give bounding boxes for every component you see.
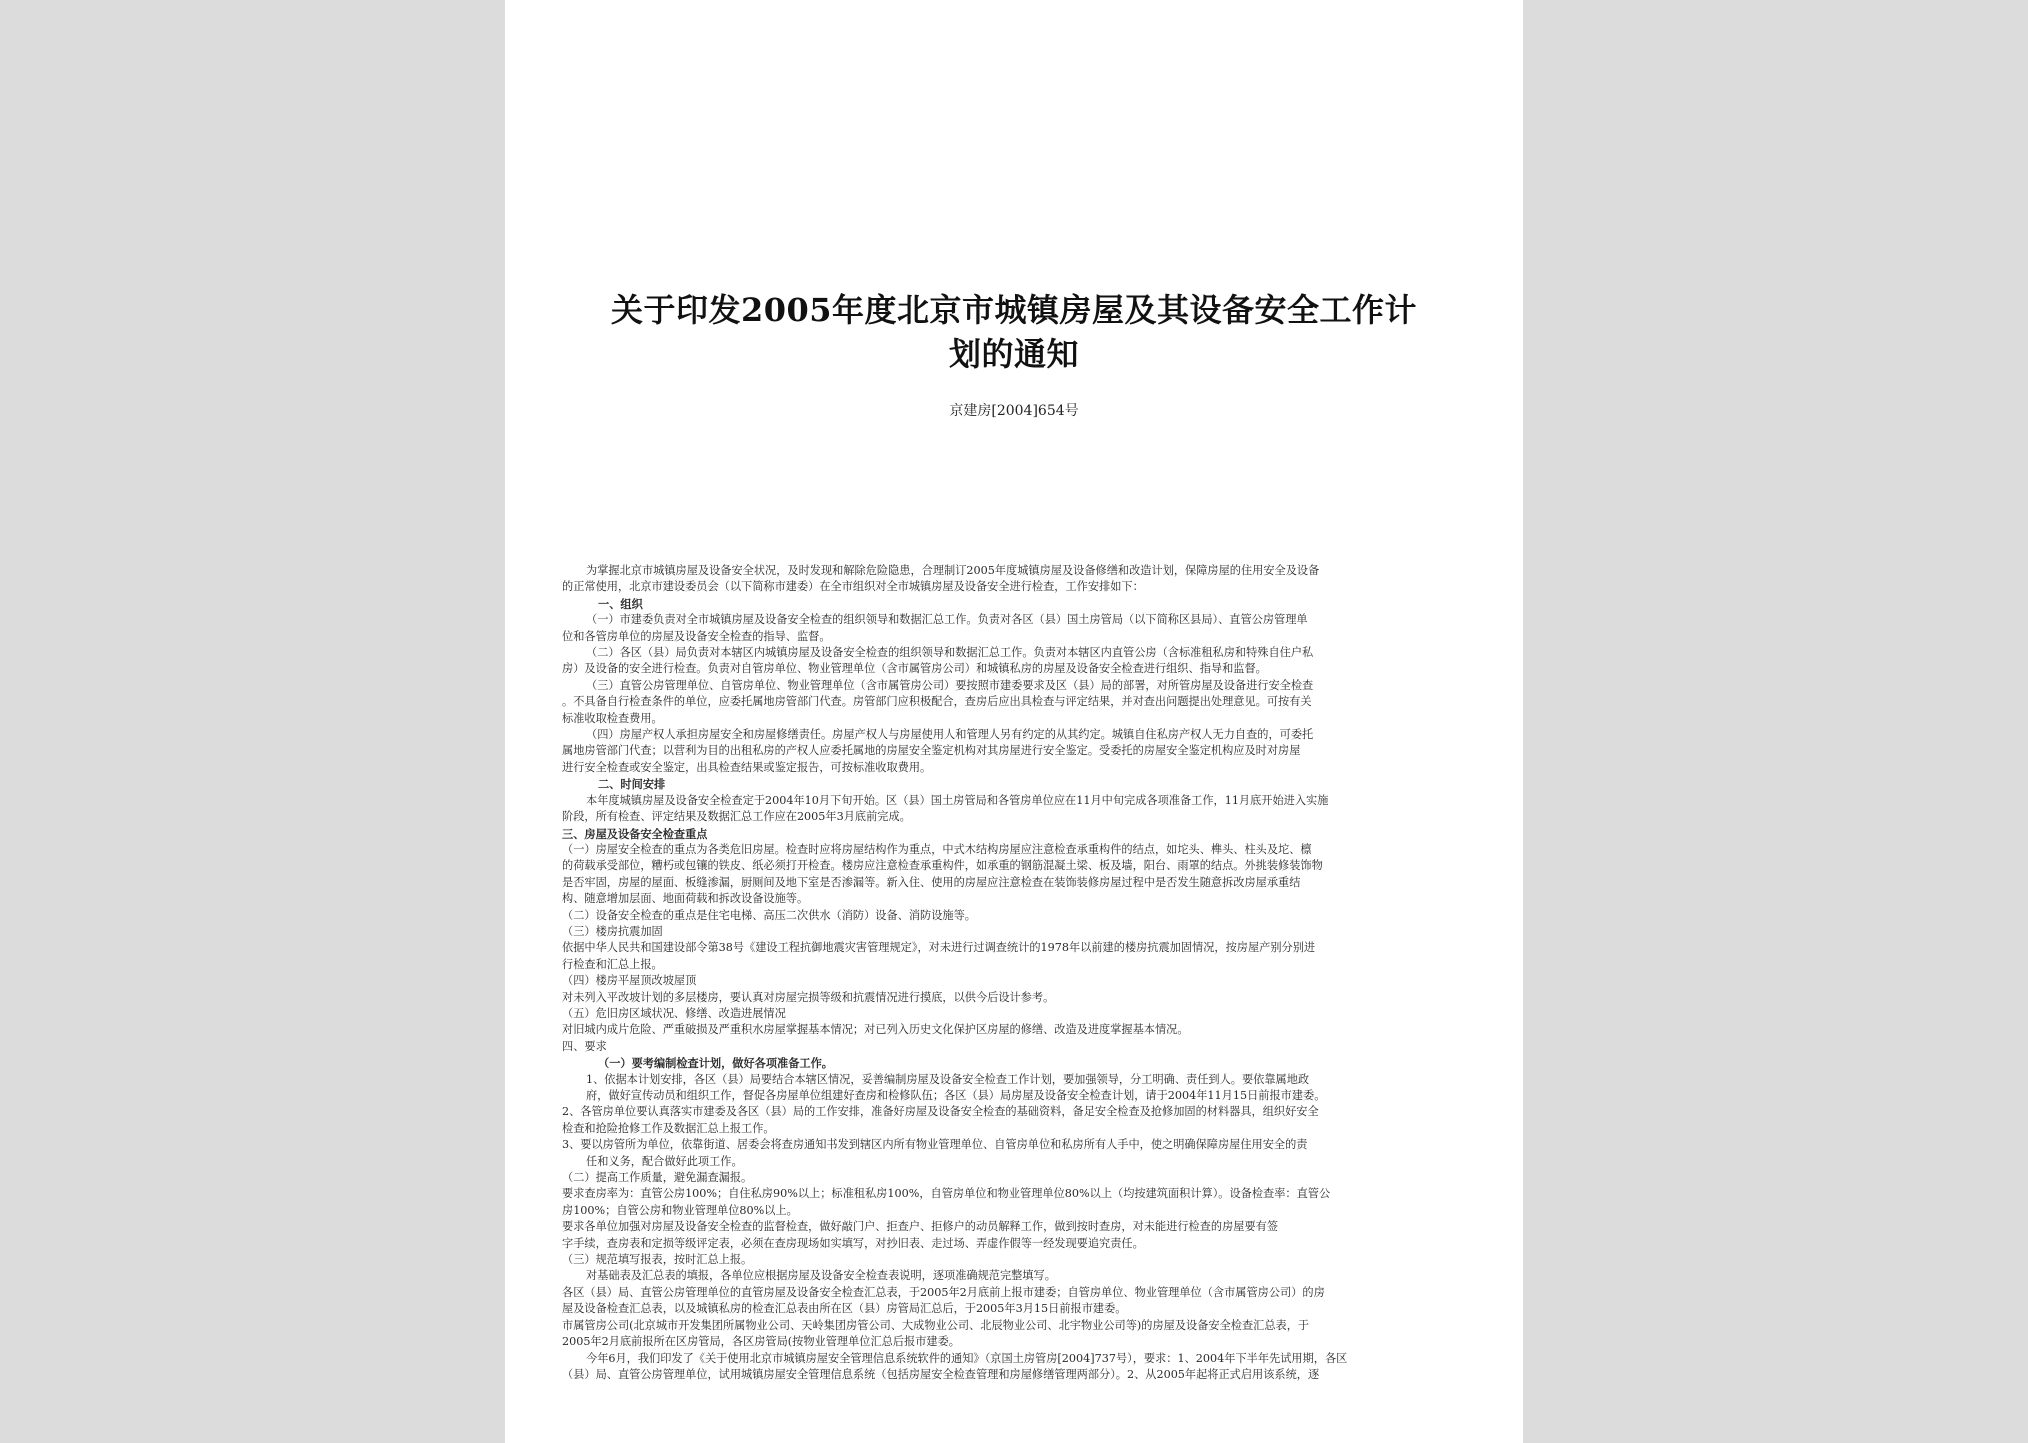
body-line: 对未列入平改坡计划的多层楼房，要认真对房屋完损等级和抗震情况进行摸底，以供今后设计参考。 <box>562 990 1055 1004</box>
body-line: （三）楼房抗震加固 <box>562 924 663 938</box>
body-line: 标准收取检查费用。 <box>562 711 663 725</box>
body-line: 检查和抢险抢修工作及数据汇总上报工作。 <box>562 1121 775 1135</box>
body-line: 要求各单位加强对房屋及设备安全检查的监督检查，做好敲门户、拒查户、拒修户的动员解释工作，做到按时查房，对未能进行检查的房屋要有签 <box>562 1220 1279 1234</box>
body-line: 。不具备自行检查条件的单位，应委托属地房管部门代查。房管部门应积极配合，查房后应出具检查与评定结果，并对查出问题提出处理意见。可按有关 <box>562 695 1312 709</box>
body-line: （四）楼房平屋顶改坡屋顶 <box>562 974 697 988</box>
body-line: 市属管房公司(北京城市开发集团所属物业公司、天岭集团房管公司、大成物业公司、北辰物业公司、北宇物业公司等)的房屋及设备安全检查汇总表，于 <box>562 1318 1310 1332</box>
body-line: （县）局、直管公房管理单位，试用城镇房屋安全管理信息系统（包括房屋安全检查管理和房屋修缮管理两部分）。2、从2005年起将正式启用该系统，逐 <box>562 1367 1320 1381</box>
body-line: 2、各管房单位要认真落实市建委及各区（县）局的工作安排，准备好房屋及设备安全检查的基础资料，备足安全检查及抢修加固的材料器具，组织好安全 <box>562 1105 1319 1119</box>
document-title <box>555 288 1473 376</box>
body-line: （二）提高工作质量，避免漏查漏报。 <box>562 1171 753 1185</box>
body-line: 属地房管部门代查；以营利为目的出租私房的产权人应委托属地的房屋安全鉴定机构对其房屋进行安全鉴定。受委托的房屋安全鉴定机构应及时对房屋 <box>562 744 1301 758</box>
body-line: 四、要求 <box>562 1039 607 1053</box>
body-line: 3、要以房管所为单位，依靠街道、居委会将查房通知书发到辖区内所有物业管理单位、自管房单位和私房所有人手中，使之明确保障房屋住用安全的责 <box>562 1138 1308 1152</box>
body-line: 1、依据本计划安排，各区（县）局要结合本辖区情况，妥善编制房屋及设备安全检查工作计划，要加强领导，分工明确、责任到人。要依靠属地政 <box>586 1072 1310 1086</box>
body-line: 三、房屋及设备安全检查重点 <box>562 826 708 841</box>
body-line: （二）设备安全检查的重点是住宅电梯、高压二次供水（消防）设备、消防设施等。 <box>562 908 976 922</box>
document-page <box>505 0 1523 1443</box>
body-line: 各区（县）局、直管公房管理单位的直管房屋及设备安全检查汇总表，于2005年2月底前上报市建委；自管房单位、物业管理单位（含市属管房公司）的房 <box>562 1285 1325 1299</box>
body-line: 行检查和汇总上报。 <box>562 957 663 971</box>
body-line: （四）房屋产权人承担房屋安全和房屋修缮责任。房屋产权人与房屋使用人和管理人另有约定的从其约定。城镇自住私房产权人无力自查的，可委托 <box>586 728 1314 742</box>
title-line-1: 关于印发2005年度北京市城镇房屋及其设备安全工作计 <box>610 291 1418 329</box>
document-body <box>562 563 1471 1383</box>
body-line: 房100%；自管公房和物业管理单位80%以上。 <box>562 1203 798 1217</box>
body-line: 2005年2月底前报所在区房管局，各区房管局(按物业管理单位汇总后报市建委。 <box>562 1335 960 1349</box>
body-line: 今年6月，我们印发了《关于使用北京市城镇房屋安全管理信息系统软件的通知》（京国土房管房[2004]737号），要求：1、2004年下半年先试用期，各区 <box>586 1351 1348 1365</box>
body-line: 构、随意增加层面、地面荷载和拆改设备设施等。 <box>562 892 809 906</box>
body-line: （三）直管公房管理单位、自管房单位、物业管理单位（含市属管房公司）要按照市建委要求及区（县）局的部署，对所管房屋及设备进行安全检查 <box>586 678 1314 692</box>
body-line: （五）危旧房区域状况、修缮、改造进展情况 <box>562 1006 786 1020</box>
body-line: （一）要考编制检查计划，做好各项准备工作。 <box>598 1056 833 1071</box>
body-line: 屋及设备检查汇总表，以及城镇私房的检查汇总表由所在区（县）房管局汇总后，于2005年3月15日前报市建委。 <box>562 1302 1127 1316</box>
body-line: （二）各区（县）局负责对本辖区内城镇房屋及设备安全检查的组织领导和数据汇总工作。负责对本辖区内直管公房（含标准租私房和特殊自住户私 <box>586 646 1314 660</box>
title-line-2: 划的通知 <box>948 335 1079 373</box>
body-line: 任和义务，配合做好此项工作。 <box>586 1154 743 1168</box>
body-line: 府，做好宣传动员和组织工作，督促各房屋单位组建好查房和检修队伍；各区（县）局房屋及设备安全检查计划，请于2004年11月15日前报市建委。 <box>586 1089 1326 1102</box>
body-line: 的正常使用，北京市建设委员会（以下简称市建委）在全市组织对全市城镇房屋及设备安全进行检查，工作安排如下： <box>562 580 1144 594</box>
body-line: 二、时间安排 <box>598 777 666 792</box>
document-number: 京建房[2004]654号 <box>949 403 1079 419</box>
body-line: 阶段，所有检查、评定结果及数据汇总工作应在2005年3月底前完成。 <box>562 810 911 824</box>
body-line: （三）规范填写报表，按时汇总上报。 <box>562 1253 753 1267</box>
body-line: 的荷载承受部位，糟朽或包镶的铁皮、纸必须打开检查。楼房应注意检查承重构件，如承重的钢筋混凝土梁、板及墙，阳台、雨罩的结点。外挑装修装饰物 <box>562 859 1323 873</box>
body-line: （一）市建委负责对全市城镇房屋及设备安全检查的组织领导和数据汇总工作。负责对各区（县）国土房管局（以下简称区县局）、直管公房管理单 <box>586 613 1308 627</box>
body-line: 对基础表及汇总表的填报，各单位应根据房屋及设备安全检查表说明，逐项准确规范完整填写。 <box>586 1269 1056 1283</box>
body-line: 要求查房率为：直管公房100%；自住私房90%以上；标准租私房100%，自管房单位和物业管理单位80%以上（均按建筑面积计算）。设备检查率：直管公 <box>562 1187 1331 1201</box>
body-line: 房）及设备的安全进行检查。负责对自管房单位、物业管理单位（含市属管房公司）和城镇私房的房屋及设备安全检查进行组织、指导和监督。 <box>562 662 1267 676</box>
body-line: 进行安全检查或安全鉴定，出具检查结果或鉴定报告，可按标准收取费用。 <box>562 760 932 774</box>
body-line: 为掌握北京市城镇房屋及设备安全状况，及时发现和解除危险隐患，合理制订2005年度城镇房屋及设备修缮和改造计划，保障房屋的住用安全及设备 <box>586 564 1320 577</box>
body-line: 本年度城镇房屋及设备安全检查定于2004年10月下旬开始。区（县）国土房管局和各管房单位应在11月中旬完成各项准备工作，11月底开始进入实施 <box>586 793 1329 807</box>
body-line: 依据中华人民共和国建设部令第38号《建设工程抗御地震灾害管理规定》，对未进行过调查统计的1978年以前建的楼房抗震加固情况，按房屋产别分别进 <box>562 941 1316 955</box>
body-line: 位和各管房单位的房屋及设备安全检查的指导、监督。 <box>562 629 831 643</box>
body-line: 字手续，查房表和定损等级评定表，必须在查房现场如实填写，对抄旧表、走过场、弄虚作假等一经发现要追究责任。 <box>562 1236 1144 1250</box>
body-line: 一、组织 <box>598 596 643 611</box>
body-line: 是否牢固，房屋的屋面、板缝渗漏，厨厕间及地下室是否渗漏等。新入住、使用的房屋应注意检查在装饰装修房屋过程中是否发生随意拆改房屋承重结 <box>562 875 1301 889</box>
body-line: （一）房屋安全检查的重点为各类危旧房屋。检查时应将房屋结构作为重点，中式木结构房屋应注意检查承重构件的结点，如坨头、榫头、柱头及坨、檩 <box>562 842 1312 856</box>
body-line: 对旧城内成片危险、严重破损及严重积水房屋掌握基本情况；对已列入历史文化保护区房屋的修缮、改造及进度掌握基本情况。 <box>562 1023 1189 1037</box>
